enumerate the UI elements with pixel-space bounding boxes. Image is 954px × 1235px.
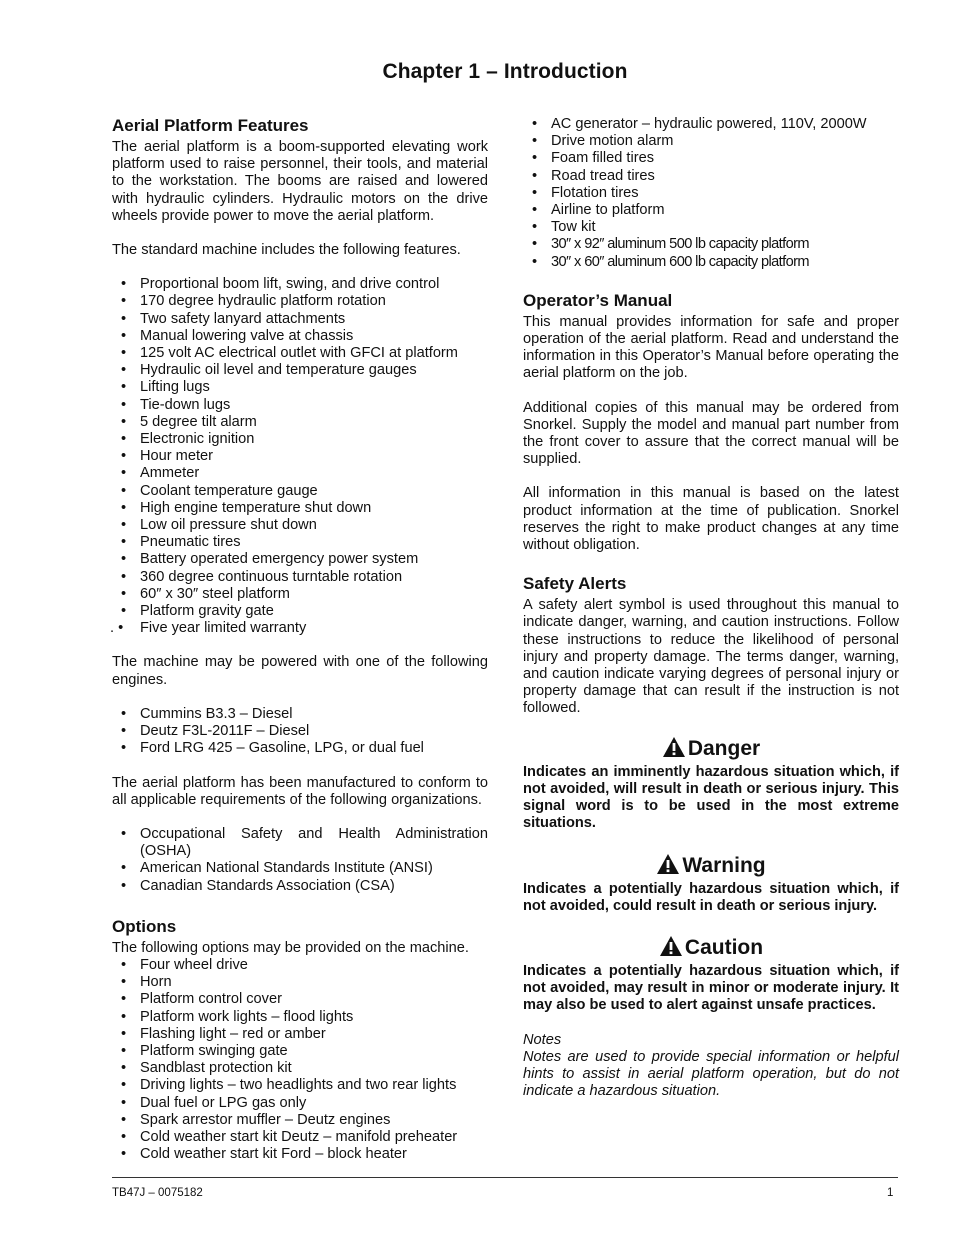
list-item: • Manual lowering valve at chassis: [112, 328, 488, 345]
list-item: • Cummins B3.3 – Diesel: [112, 706, 488, 723]
safety-alert-icon: [656, 853, 680, 875]
manual-paragraph: All information in this manual is based on the latest product information at the time of publication. Snorkel reserves the right to make product changes at any time without obligation.: [523, 485, 899, 554]
list-item: • Occupational Safety and Health Administration (OSHA): [112, 826, 488, 860]
footer-divider: [112, 1177, 898, 1178]
list-item: • High engine temperature shut down: [112, 500, 488, 517]
list-item: • Spark arrestor muffler – Deutz engines: [112, 1112, 488, 1129]
warning-label: Warning: [682, 853, 766, 877]
list-item: • 360 degree continuous turntable rotation: [112, 569, 488, 586]
features-intro: The aerial platform is a boom-supported elevating work platform used to raise personnel, their tools, and material to the workstation. The booms are raised and lowered with hydraulic cylinders. Hydraulic motors on the drive wheels provide power to move the aerial platform.: [112, 139, 488, 224]
list-item: • 125 volt AC electrical outlet with GFCI at platform: [112, 345, 488, 362]
list-item: • Platform control cover: [112, 991, 488, 1008]
list-item: • Low oil pressure shut down: [112, 517, 488, 534]
list-item: • Cold weather start kit Ford – block heater: [112, 1146, 488, 1163]
caution-label: Caution: [684, 935, 764, 959]
list-item: • Coolant temperature gauge: [112, 483, 488, 500]
chapter-title: Chapter 1 – Introduction: [382, 60, 628, 83]
list-item: • Pneumatic tires: [112, 534, 488, 551]
list-item: • Ford LRG 425 – Gasoline, LPG, or dual fuel: [112, 740, 488, 757]
list-item: • American National Standards Institute (ANSI): [112, 860, 488, 877]
notes-text: Notes are used to provide special information or helpful hints to assist in aerial platform operation, but do not indicate a hazardous situation.: [523, 1048, 899, 1100]
list-item: • AC generator – hydraulic powered, 110V, 2000W: [523, 116, 899, 133]
danger-heading: [523, 736, 899, 761]
options-heading: Options: [112, 916, 177, 936]
list-item: • Cold weather start kit Deutz – manifold preheater: [112, 1129, 488, 1146]
list-item: • Sandblast protection kit: [112, 1060, 488, 1077]
list-item: • Flotation tires: [523, 185, 899, 202]
options-list-continued: [523, 116, 899, 271]
list-item: • 5 degree tilt alarm: [112, 414, 488, 431]
list-item: • Tie-down lugs: [112, 397, 488, 414]
features-list: [112, 276, 488, 637]
features-heading: Aerial Platform Features: [112, 116, 309, 135]
orgs-intro: The aerial platform has been manufactured to conform to all applicable requirements of the following organizations.: [112, 774, 488, 808]
list-item: • Four wheel drive: [112, 957, 488, 974]
page-number: 1: [887, 1187, 894, 1199]
options-list: [112, 957, 488, 1163]
list-item: • Ammeter: [112, 465, 488, 482]
list-item: . • Five year limited warranty: [112, 620, 488, 637]
list-item: • 170 degree hydraulic platform rotation: [112, 293, 488, 310]
list-item: • Platform work lights – flood lights: [112, 1009, 488, 1026]
warning-heading: [523, 853, 899, 878]
right-column: [523, 116, 899, 1117]
standard-intro: The standard machine includes the following features.: [112, 242, 461, 259]
safety-alert-icon: [662, 736, 686, 758]
list-item: • Dual fuel or LPG gas only: [112, 1095, 488, 1112]
orgs-list: [112, 826, 488, 895]
footer-doc-id: TB47J – 0075182: [112, 1187, 203, 1199]
options-intro: The following options may be provided on the machine.: [112, 939, 469, 956]
danger-text: Indicates an imminently hazardous situation which, if not avoided, will result in death or serious injury. This signal word is to be used in the most extreme situations.: [523, 763, 899, 832]
notes-label: Notes: [523, 1031, 562, 1048]
manual-heading: Operator’s Manual: [523, 290, 673, 310]
list-item: • Two safety lanyard attachments: [112, 311, 488, 328]
safety-heading: Safety Alerts: [523, 574, 627, 594]
list-item: • Deutz F3L-2011F – Diesel: [112, 723, 488, 740]
list-item: • Driving lights – two headlights and two rear lights: [112, 1077, 488, 1094]
list-item: • 30″ x 92″ aluminum 500 lb capacity platform: [523, 236, 899, 253]
list-item: • Proportional boom lift, swing, and drive control: [112, 276, 488, 293]
warning-text: Indicates a potentially hazardous situation which, if not avoided, could result in death or serious injury.: [523, 880, 899, 914]
list-item: • 60″ x 30″ steel platform: [112, 586, 488, 603]
list-item: • Platform gravity gate: [112, 603, 488, 620]
engines-list: [112, 706, 488, 758]
list-item: • Platform swinging gate: [112, 1043, 488, 1060]
list-item: • Lifting lugs: [112, 379, 488, 396]
manual-paragraph: This manual provides information for safe and proper operation of the aerial platform. Read and understand the information in this Operator’s Manual before operating the aerial platform on the job.: [523, 313, 899, 382]
danger-label: Danger: [687, 736, 761, 760]
list-item: • Hour meter: [112, 448, 488, 465]
manual-paragraph: Additional copies of this manual may be ordered from Snorkel. Supply the model and manual part number from the front cover to assure that the correct manual will be supplied.: [523, 399, 899, 468]
list-item: • 30″ x 60″ aluminum 600 lb capacity platform: [523, 254, 899, 271]
list-item: • Battery operated emergency power system: [112, 551, 488, 568]
list-item: • Horn: [112, 974, 488, 991]
list-item: • Airline to platform: [523, 202, 899, 219]
caution-text: Indicates a potentially hazardous situation which, if not avoided, may result in minor or moderate injury. It may also be used to alert against unsafe practices.: [523, 962, 899, 1014]
list-item: • Electronic ignition: [112, 431, 488, 448]
list-item: • Foam filled tires: [523, 150, 899, 167]
caution-heading: [523, 935, 899, 960]
list-item: • Tow kit: [523, 219, 899, 236]
safety-intro: A safety alert symbol is used throughout this manual to indicate danger, warning, and caution instructions. Follow these instructions to reduce the likelihood of personal injury and property damage. The terms danger, warning, and caution indicate varying degrees of personal injury or property damage that can result if the instruction is not followed.: [523, 597, 899, 717]
list-item: • Canadian Standards Association (CSA): [112, 878, 488, 895]
list-item: • Flashing light – red or amber: [112, 1026, 488, 1043]
list-item: • Road tread tires: [523, 168, 899, 185]
left-column: [112, 116, 488, 1163]
list-item: • Drive motion alarm: [523, 133, 899, 150]
safety-alert-icon: [659, 935, 683, 957]
engines-intro: The machine may be powered with one of the following engines.: [112, 654, 488, 688]
list-item: • Hydraulic oil level and temperature gauges: [112, 362, 488, 379]
